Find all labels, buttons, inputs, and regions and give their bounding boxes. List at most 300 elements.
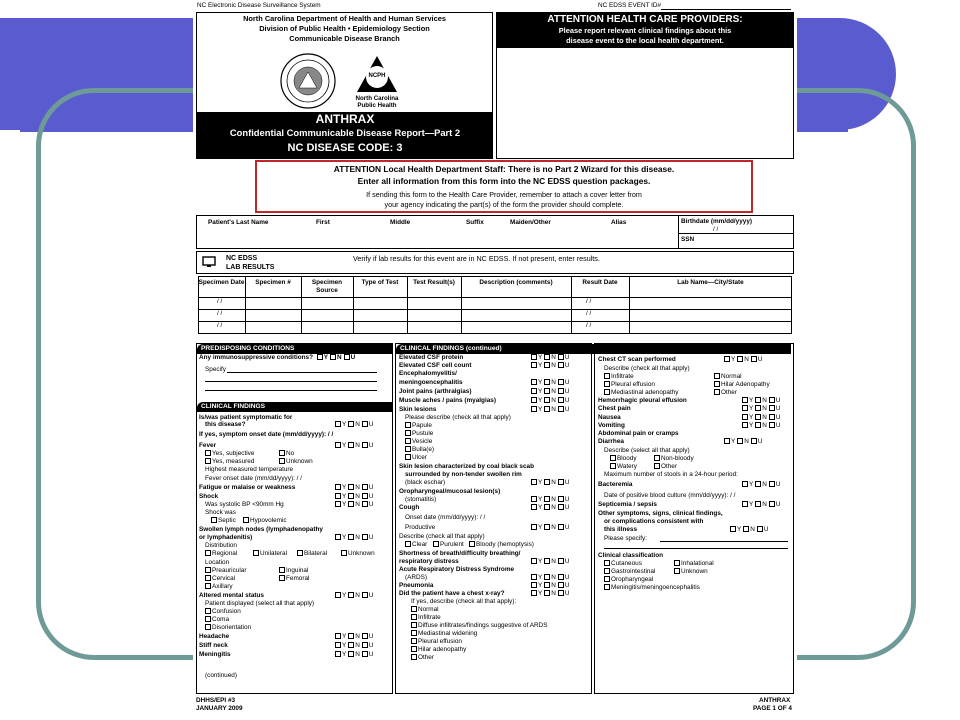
checkbox[interactable]: [405, 454, 411, 460]
checkbox-unk[interactable]: [769, 501, 775, 507]
checkbox-unk[interactable]: [558, 362, 564, 368]
checkbox-unk[interactable]: [769, 481, 775, 487]
q-ards[interactable]: [405, 574, 427, 581]
q-meningitis[interactable]: [199, 651, 231, 658]
checkbox-yes[interactable]: [335, 651, 341, 657]
q-chest-xray-options[interactable]: [529, 590, 570, 597]
checkbox-no[interactable]: [544, 354, 550, 360]
checkbox-yes-label: Y: [342, 534, 347, 541]
q-fatigue[interactable]: [199, 484, 295, 491]
q-pneumonia-options[interactable]: [529, 582, 570, 589]
field-ssn[interactable]: SSN: [681, 236, 695, 243]
ct-hilar[interactable]: [714, 381, 770, 388]
q-skin-lesions[interactable]: [399, 406, 436, 413]
checkbox[interactable]: [411, 630, 417, 636]
q-resp-distress[interactable]: [399, 558, 459, 565]
q-fever[interactable]: [199, 442, 216, 449]
checkbox-yes[interactable]: [335, 421, 341, 427]
checkbox-no[interactable]: [544, 504, 550, 510]
checkbox[interactable]: [654, 455, 660, 461]
skin-type[interactable]: [405, 430, 433, 437]
checkbox-yes[interactable]: [531, 558, 537, 564]
checkbox-unk[interactable]: [362, 442, 368, 448]
checkbox-yes[interactable]: [531, 379, 537, 385]
checkbox-no[interactable]: [544, 524, 550, 530]
q-systolic-bp-options[interactable]: [333, 501, 374, 508]
checkbox[interactable]: [654, 463, 660, 469]
checkbox[interactable]: [604, 389, 610, 395]
cough-clear[interactable]: [405, 541, 427, 548]
checkbox-unk[interactable]: [362, 642, 368, 648]
checkbox-unk[interactable]: [558, 504, 564, 510]
checkbox-no-label: N: [551, 397, 556, 404]
checkbox-no[interactable]: [544, 574, 550, 580]
fever-unknown[interactable]: [279, 458, 313, 465]
checkbox-no[interactable]: [348, 484, 354, 490]
checkbox[interactable]: [405, 541, 411, 547]
highest-temp[interactable]: Highest measured temperature: [205, 466, 294, 473]
checkbox-unk[interactable]: [769, 405, 775, 411]
checkbox-yes[interactable]: [531, 590, 537, 596]
checkbox-no[interactable]: [348, 534, 354, 540]
checkbox[interactable]: [205, 624, 211, 630]
checkbox-yes[interactable]: [742, 414, 748, 420]
field-birthdate[interactable]: Birthdate (mm/dd/yyyy): [681, 218, 753, 225]
symptom-onset-date[interactable]: If yes, symptom onset date (mm/dd/yyyy): / /: [199, 431, 334, 438]
checkbox-yes[interactable]: [531, 496, 537, 502]
q-csf-protein[interactable]: [399, 354, 463, 361]
checkbox[interactable]: [205, 616, 211, 622]
checkbox[interactable]: [411, 654, 417, 660]
q-shock-options[interactable]: [333, 493, 374, 500]
checkbox[interactable]: [604, 584, 610, 590]
q-bacteremia[interactable]: [598, 481, 632, 488]
specify-field-3[interactable]: [205, 390, 377, 391]
fever-subjective[interactable]: [205, 450, 254, 457]
checkbox-unk[interactable]: [769, 414, 775, 420]
checkbox-yes[interactable]: [724, 438, 730, 444]
checkbox[interactable]: [205, 583, 211, 589]
q-meningitis-options[interactable]: [333, 651, 374, 658]
class-gi[interactable]: [604, 568, 655, 575]
specify-field-2[interactable]: [604, 548, 788, 549]
checkbox-yes[interactable]: [335, 442, 341, 448]
cough-bloody[interactable]: [469, 541, 534, 548]
checkbox[interactable]: [405, 446, 411, 452]
q-pneumonia[interactable]: [399, 582, 433, 589]
q-lymph-nodes-ynu-options[interactable]: [333, 534, 374, 541]
checkbox-yes[interactable]: [335, 642, 341, 648]
checkbox[interactable]: [610, 463, 616, 469]
checkbox-no[interactable]: [544, 479, 550, 485]
specify-field[interactable]: [227, 372, 377, 373]
q-meningoencephalitis-options[interactable]: [529, 379, 570, 386]
checkbox[interactable]: [604, 381, 610, 387]
q-headache-options[interactable]: [333, 633, 374, 640]
checkbox-unk[interactable]: [362, 651, 368, 657]
q-resp-distress-options[interactable]: [529, 558, 570, 565]
fever-onset-date[interactable]: Fever onset date (mm/dd/yyyy): / /: [205, 475, 302, 482]
q-bacteremia-options[interactable]: [740, 481, 781, 488]
xray-finding[interactable]: [411, 654, 434, 661]
checkbox-unk[interactable]: [558, 558, 564, 564]
checkbox-yes[interactable]: [531, 388, 537, 394]
checkbox-unk[interactable]: [757, 526, 763, 532]
checkbox[interactable]: [279, 450, 285, 456]
checkbox-unk[interactable]: [769, 397, 775, 403]
q-ards-options[interactable]: [529, 574, 570, 581]
checkbox-yes[interactable]: [531, 479, 537, 485]
q-this-illness[interactable]: [604, 526, 637, 533]
checkbox-unk[interactable]: [362, 493, 368, 499]
checkbox[interactable]: [714, 381, 720, 387]
specify-field-2[interactable]: [205, 381, 377, 382]
q-productive-options[interactable]: [529, 524, 570, 531]
checkbox-yes[interactable]: [531, 524, 537, 530]
checkbox-yes[interactable]: [742, 422, 748, 428]
ct-hilar-label: Hilar Adenopathy: [721, 381, 770, 388]
event-id-field[interactable]: [661, 9, 791, 10]
checkbox-no[interactable]: [348, 442, 354, 448]
cough-onset[interactable]: Onset date (mm/dd/yyyy): / /: [405, 514, 486, 521]
q-meningoencephalitis[interactable]: [399, 379, 463, 386]
class-meningitis[interactable]: [604, 584, 700, 591]
q-symptomatic-ynu[interactable]: [205, 421, 246, 428]
checkbox-unk[interactable]: [558, 496, 564, 502]
checkbox-unk[interactable]: [558, 574, 564, 580]
checkbox-yes[interactable]: [335, 493, 341, 499]
q-productive[interactable]: [405, 524, 435, 531]
q-stomatitis-options[interactable]: [529, 496, 570, 503]
q-altered-mental-options[interactable]: [333, 592, 374, 599]
checkbox[interactable]: [405, 430, 411, 436]
q-fatigue-options[interactable]: [333, 484, 374, 491]
field-maiden[interactable]: Maiden/Other: [510, 219, 551, 226]
shock-hypovolemic[interactable]: [243, 517, 287, 524]
checkbox-no[interactable]: [348, 592, 354, 598]
checkbox-unk[interactable]: [558, 354, 564, 360]
checkbox[interactable]: [279, 575, 285, 581]
checkbox-no[interactable]: [544, 496, 550, 502]
checkbox[interactable]: [411, 638, 417, 644]
checkbox[interactable]: [610, 455, 616, 461]
checkbox-unk-label: U: [757, 438, 763, 445]
checkbox-yes[interactable]: [531, 406, 537, 412]
q-skin-lesions-options[interactable]: [529, 406, 570, 413]
loc-femoral[interactable]: [279, 575, 309, 582]
checkbox-yes[interactable]: [335, 534, 341, 540]
q-muscle-aches[interactable]: [399, 397, 496, 404]
diarrhea-bloody[interactable]: [610, 455, 637, 462]
q-csf-cell-options[interactable]: [529, 362, 570, 369]
loc-cervical[interactable]: [205, 575, 235, 582]
checkbox-yes[interactable]: [335, 592, 341, 598]
checkbox-no[interactable]: [348, 651, 354, 657]
checkbox-yes[interactable]: [531, 397, 537, 403]
mental-coma[interactable]: [205, 616, 229, 623]
q-stiff-neck[interactable]: [199, 642, 228, 649]
q-vomiting[interactable]: [598, 422, 625, 429]
checkbox-no[interactable]: [737, 438, 743, 444]
lab-specimen-date-cell[interactable]: / /: [217, 310, 223, 317]
checkbox-no[interactable]: [544, 590, 550, 596]
q-chest-ct-options[interactable]: [722, 356, 763, 363]
checkbox-unk[interactable]: [362, 484, 368, 490]
checkbox[interactable]: [341, 550, 347, 556]
xray-finding[interactable]: [411, 630, 477, 637]
q-joint-pains-options[interactable]: [529, 388, 570, 395]
checkbox-unk[interactable]: [362, 501, 368, 507]
checkbox-yes[interactable]: [531, 574, 537, 580]
checkbox[interactable]: [604, 560, 610, 566]
checkbox-no[interactable]: [544, 397, 550, 403]
q-stomatitis[interactable]: [405, 496, 436, 503]
checkbox-u[interactable]: [344, 354, 350, 360]
checkbox[interactable]: [297, 550, 303, 556]
checkbox[interactable]: [433, 541, 439, 547]
q-altered-mental[interactable]: [199, 592, 264, 599]
ct-normal[interactable]: [714, 373, 742, 380]
blood-culture-date[interactable]: Date of positive blood culture (mm/dd/yyyy): / /: [604, 492, 736, 499]
checkbox-unk[interactable]: [558, 379, 564, 385]
checkbox-no[interactable]: [348, 493, 354, 499]
checkbox[interactable]: [674, 560, 680, 566]
q-nausea-options[interactable]: [740, 414, 781, 421]
checkbox[interactable]: [714, 389, 720, 395]
checkbox[interactable]: [411, 622, 417, 628]
q-fever-options[interactable]: [333, 442, 374, 449]
checkbox-yes-label: Y: [538, 479, 543, 486]
checkbox-yes[interactable]: [742, 405, 748, 411]
checkbox-unk[interactable]: [558, 397, 564, 403]
field-alias[interactable]: Alias: [611, 219, 627, 226]
checkbox-unk[interactable]: [558, 524, 564, 530]
checkbox-unk[interactable]: [558, 479, 564, 485]
class-inhalational[interactable]: [674, 560, 714, 567]
lab-result-date-cell[interactable]: / /: [586, 310, 592, 317]
field-middle[interactable]: Middle: [390, 219, 411, 226]
lab-specimen-date-cell[interactable]: / /: [217, 322, 223, 329]
skin-type[interactable]: [405, 438, 432, 445]
max-stools[interactable]: Maximum number of stools in a 24-hour period:: [604, 471, 738, 478]
q-black-eschar-options[interactable]: [529, 479, 570, 486]
checkbox-no[interactable]: [755, 422, 761, 428]
checkbox-yes[interactable]: [742, 397, 748, 403]
diarrhea-other[interactable]: [654, 463, 677, 470]
checkbox-yes[interactable]: [335, 484, 341, 490]
q-nausea[interactable]: [598, 414, 621, 421]
skin-type[interactable]: [405, 446, 434, 453]
q-stiff-neck-options[interactable]: [333, 642, 374, 649]
field-first[interactable]: First: [316, 219, 330, 226]
checkbox[interactable]: [411, 646, 417, 652]
lab-specimen-date-cell[interactable]: / /: [217, 298, 223, 305]
checkbox-no[interactable]: [755, 397, 761, 403]
dist-regional[interactable]: [205, 550, 237, 557]
loc-inguinal[interactable]: [279, 567, 308, 574]
diarrhea-nonbloody[interactable]: [654, 455, 694, 462]
q-muscle-aches-options[interactable]: [529, 397, 570, 404]
checkbox-unk[interactable]: [362, 633, 368, 639]
class-cutaneous[interactable]: [604, 560, 642, 567]
checkbox[interactable]: [604, 373, 610, 379]
q-chest-pain-options[interactable]: [740, 405, 781, 412]
checkbox[interactable]: [411, 606, 417, 612]
q-vomiting-options[interactable]: [740, 422, 781, 429]
dist-unknown[interactable]: [341, 550, 375, 557]
checkbox-y[interactable]: [317, 354, 323, 360]
checkbox-unk[interactable]: [362, 534, 368, 540]
checkbox[interactable]: [279, 567, 285, 573]
checkbox-no[interactable]: [544, 406, 550, 412]
checkbox-no[interactable]: [743, 526, 749, 532]
checkbox[interactable]: [674, 568, 680, 574]
checkbox-unk[interactable]: [362, 592, 368, 598]
checkbox[interactable]: [279, 458, 285, 464]
checkbox-n[interactable]: [330, 354, 336, 360]
checkbox[interactable]: [405, 422, 411, 428]
skin-type-label: Bulla(e): [412, 446, 435, 453]
checkbox-no[interactable]: [755, 414, 761, 420]
checkbox-yes[interactable]: [531, 582, 537, 588]
checkbox[interactable]: [205, 550, 211, 556]
checkbox-yes[interactable]: [531, 354, 537, 360]
checkbox-yes[interactable]: [724, 356, 730, 362]
xray-finding[interactable]: [411, 606, 439, 613]
loc-axillary[interactable]: [205, 583, 233, 590]
checkbox[interactable]: [205, 450, 211, 456]
checkbox-unk[interactable]: [558, 582, 564, 588]
checkbox-yes[interactable]: [531, 504, 537, 510]
checkbox-yes[interactable]: [742, 501, 748, 507]
q-joint-pains[interactable]: [399, 388, 471, 395]
q-lymph-nodes-ynu[interactable]: [199, 534, 252, 541]
ct-pleural[interactable]: [604, 381, 655, 388]
checkbox-yes[interactable]: [531, 362, 537, 368]
ct-mediastinal[interactable]: [604, 389, 679, 396]
class-unknown[interactable]: [674, 568, 708, 575]
checkbox-no[interactable]: [544, 379, 550, 385]
checkbox-no[interactable]: [348, 642, 354, 648]
checkbox-yes[interactable]: [742, 481, 748, 487]
q-chest-pain[interactable]: [598, 405, 631, 412]
xray-finding[interactable]: [411, 638, 462, 645]
q-chest-ct[interactable]: [598, 356, 676, 363]
q-immunosuppressive[interactable]: Any immunosuppressive conditions? Y N U: [199, 354, 356, 361]
checkbox-unk[interactable]: [558, 590, 564, 596]
q-symptomatic-ynu-options[interactable]: [333, 421, 374, 428]
checkbox[interactable]: [205, 575, 211, 581]
checkbox-yes[interactable]: [335, 501, 341, 507]
checkbox-no[interactable]: [737, 356, 743, 362]
checkbox-no[interactable]: [348, 421, 354, 427]
lab-result-date-cell[interactable]: / /: [586, 298, 592, 305]
checkbox-no[interactable]: [348, 501, 354, 507]
skin-type[interactable]: [405, 422, 432, 429]
checkbox[interactable]: [714, 373, 720, 379]
xray-finding[interactable]: [411, 614, 441, 621]
checkbox[interactable]: [604, 576, 610, 582]
q-diarrhea-options[interactable]: [722, 438, 763, 445]
loc-preauricular[interactable]: [205, 567, 246, 574]
checkbox[interactable]: [405, 438, 411, 444]
class-oropharyngeal[interactable]: [604, 576, 653, 583]
checkbox[interactable]: [205, 608, 211, 614]
checkbox-unk[interactable]: [558, 388, 564, 394]
checkbox-unk[interactable]: [362, 421, 368, 427]
checkbox-no[interactable]: [348, 633, 354, 639]
q-cough-options[interactable]: [529, 504, 570, 511]
checkbox-unk[interactable]: [558, 406, 564, 412]
checkbox-unk[interactable]: [751, 356, 757, 362]
dist-unilateral[interactable]: [253, 550, 287, 557]
q-diarrhea[interactable]: [598, 438, 624, 445]
q-chest-xray[interactable]: [399, 590, 504, 597]
ct-other[interactable]: [714, 389, 737, 396]
checkbox-no[interactable]: [544, 582, 550, 588]
xray-finding[interactable]: [411, 622, 548, 629]
checkbox[interactable]: [469, 541, 475, 547]
lab-result-date-cell[interactable]: / /: [586, 322, 592, 329]
ct-infiltrate[interactable]: [604, 373, 634, 380]
checkbox-no[interactable]: [544, 558, 550, 564]
checkbox-no[interactable]: [755, 501, 761, 507]
dist-bilateral[interactable]: [297, 550, 327, 557]
q-csf-cell[interactable]: [399, 362, 471, 369]
field-suffix[interactable]: Suffix: [466, 219, 484, 226]
checkbox-no[interactable]: [544, 388, 550, 394]
q-black-eschar[interactable]: [405, 479, 445, 486]
q-systolic-bp[interactable]: [205, 501, 284, 508]
q-shock[interactable]: [199, 493, 218, 500]
skin-type[interactable]: [405, 454, 427, 461]
checkbox-no[interactable]: [755, 405, 761, 411]
field-last-name[interactable]: Patient's Last Name: [208, 219, 269, 226]
checkbox-yes[interactable]: [730, 526, 736, 532]
q-cough[interactable]: [399, 504, 419, 511]
checkbox-unk[interactable]: [751, 438, 757, 444]
q-this-illness-options[interactable]: [728, 526, 769, 533]
checkbox[interactable]: [205, 567, 211, 573]
checkbox[interactable]: [604, 568, 610, 574]
shock-septic[interactable]: [211, 517, 236, 524]
checkbox[interactable]: [243, 517, 249, 523]
q-septicemia-options[interactable]: [740, 501, 781, 508]
checkbox[interactable]: [253, 550, 259, 556]
mental-disorientation[interactable]: [205, 624, 251, 631]
checkbox-no[interactable]: [755, 481, 761, 487]
fever-no[interactable]: [279, 450, 294, 457]
xray-finding[interactable]: [411, 646, 466, 653]
skin-type-label: Papule: [412, 422, 432, 429]
q-hemorrhagic-options[interactable]: [740, 397, 781, 404]
diarrhea-watery[interactable]: [610, 463, 637, 470]
cough-purulent[interactable]: [433, 541, 464, 548]
checkbox-no[interactable]: [544, 362, 550, 368]
checkbox-unk[interactable]: [769, 422, 775, 428]
q-hemorrhagic[interactable]: [598, 397, 687, 404]
q-septicemia[interactable]: [598, 501, 657, 508]
checkbox-yes[interactable]: [335, 633, 341, 639]
checkbox[interactable]: [211, 517, 217, 523]
checkbox[interactable]: [205, 458, 211, 464]
checkbox[interactable]: [411, 614, 417, 620]
specify-field[interactable]: [660, 541, 788, 542]
fever-measured[interactable]: [205, 458, 254, 465]
q-csf-protein-options[interactable]: [529, 354, 570, 361]
q-headache[interactable]: [199, 633, 229, 640]
mental-confusion[interactable]: [205, 608, 241, 615]
